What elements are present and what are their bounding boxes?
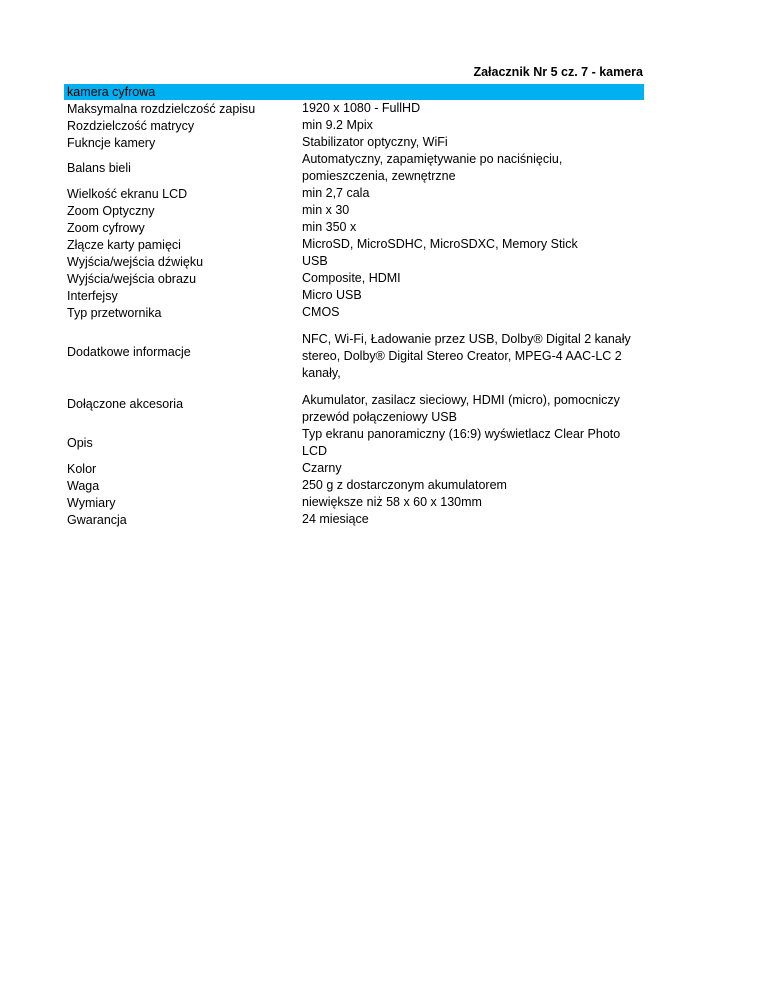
spec-value: Composite, HDMI <box>302 271 401 285</box>
spec-label: Waga <box>67 478 100 493</box>
spec-label: Opis <box>67 436 93 450</box>
spec-row-warranty <box>64 511 644 528</box>
spec-row-accessories <box>64 382 644 426</box>
spec-label: Wyjścia/wejścia dźwięku <box>67 254 204 269</box>
spec-label: Maksymalna rozdzielczość zapisu <box>67 101 256 116</box>
spec-row-sensor-resolution <box>64 117 644 134</box>
spec-label: Wyjścia/wejścia obrazu <box>67 271 197 286</box>
spec-value: Akumulator, zasilacz sieciowy, HDMI (micro), pomocniczy przewód połączeniowy USB <box>302 393 620 424</box>
spec-value: min 2,7 cala <box>302 186 370 200</box>
spec-row-dimensions <box>64 494 644 511</box>
spec-row-lcd-size <box>64 185 644 202</box>
spec-row-max-resolution <box>64 100 644 117</box>
spec-label: Wielkość ekranu LCD <box>67 186 188 201</box>
spec-value: NFC, Wi-Fi, Ładowanie przez USB, Dolby® Digital 2 kanały stereo, Dolby® Digital Stereo Creator, MPEG-4 AAC-LC 2 kanały, <box>302 332 631 380</box>
section-header-band <box>64 84 644 100</box>
spec-row-digital-zoom <box>64 219 644 236</box>
spec-value: Micro USB <box>302 288 362 302</box>
section-header-label: kamera cyfrowa <box>67 85 156 99</box>
spec-value: 250 g z dostarczonym akumulatorem <box>302 478 507 492</box>
spec-label: Interfejsy <box>67 288 118 303</box>
spec-value: USB <box>302 254 328 268</box>
spec-row-weight <box>64 477 644 494</box>
spec-value: Automatyczny, zapamiętywanie po naciśnięciu, pomieszczenia, zewnętrzne <box>302 152 563 183</box>
spec-value: min 9.2 Mpix <box>302 118 373 132</box>
spec-label: Złącze karty pamięci <box>67 237 181 252</box>
spec-row-sensor-type <box>64 304 644 321</box>
spec-label: Wymiary <box>67 495 116 510</box>
spec-row-memory-card-slot <box>64 236 644 253</box>
spec-label: Zoom cyfrowy <box>67 220 145 235</box>
spec-value: 24 miesiące <box>302 512 369 526</box>
spec-value: Czarny <box>302 461 342 475</box>
spec-value: niewiększe niż 58 x 60 x 130mm <box>302 495 482 509</box>
spec-row-description <box>64 426 644 460</box>
spec-table <box>64 100 644 528</box>
spec-label: Typ przetwornika <box>67 305 162 320</box>
spec-value: MicroSD, MicroSDHC, MicroSDXC, Memory Stick <box>302 237 578 251</box>
spec-row-color <box>64 460 644 477</box>
spec-label: Rozdzielczość matrycy <box>67 118 195 133</box>
spec-row-audio-io <box>64 253 644 270</box>
spec-row-additional-info <box>64 321 644 382</box>
spec-label: Balans bieli <box>67 161 131 175</box>
spec-row-white-balance <box>64 151 644 185</box>
spec-label: Zoom Optyczny <box>67 203 155 218</box>
attachment-title: Załacznik Nr 5 cz. 7 - kamera <box>473 65 643 79</box>
spec-row-video-io <box>64 270 644 287</box>
spec-label: Fukncje kamery <box>67 135 156 150</box>
spec-value: min 350 x <box>302 220 357 234</box>
spec-label: Kolor <box>67 461 97 476</box>
spec-row-camera-functions <box>64 134 644 151</box>
spec-label: Dodatkowe informacje <box>67 344 191 359</box>
spec-label: Gwarancja <box>67 512 127 527</box>
spec-value: min x 30 <box>302 203 350 217</box>
spec-row-optical-zoom <box>64 202 644 219</box>
spec-row-interfaces <box>64 287 644 304</box>
spec-value: Typ ekranu panoramiczny (16:9) wyświetlacz Clear Photo LCD <box>302 427 621 458</box>
spec-value: 1920 x 1080 - FullHD <box>302 101 421 115</box>
spec-value: Stabilizator optyczny, WiFi <box>302 135 448 149</box>
spec-value: CMOS <box>302 305 340 319</box>
spec-label: Dołączone akcesoria <box>67 397 184 411</box>
